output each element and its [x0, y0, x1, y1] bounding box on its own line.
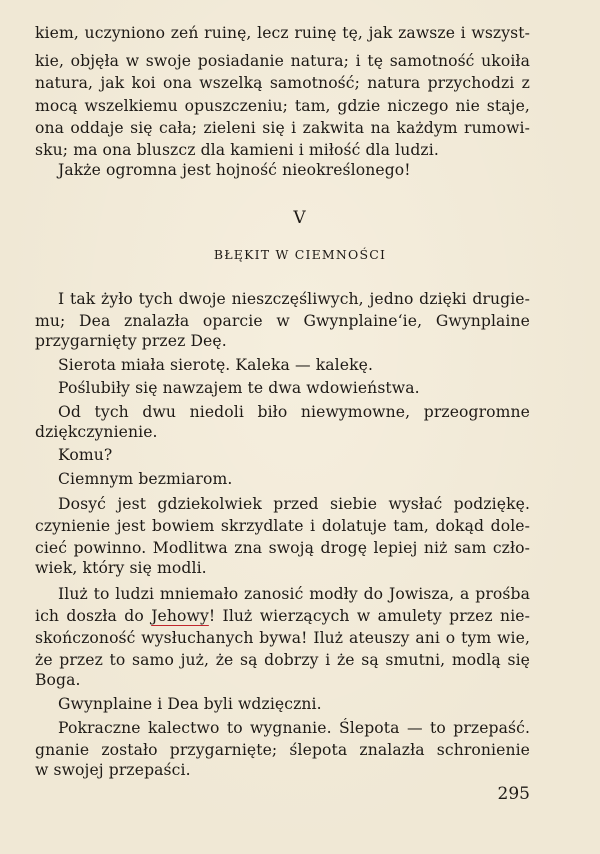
text-line: przygarnięty przez Deę. — [35, 332, 227, 350]
text-line: Gwynplaine i Dea byli wdzięczni. — [58, 695, 322, 713]
underlined-word: Jehowy — [151, 607, 209, 625]
text-line: Ciemnym bezmiarom. — [58, 470, 233, 488]
text-span: ! Iluż wierzących w amulety przez nie- — [208, 607, 530, 625]
text-line: Poślubiły się nawzajem te dwa wdowieństwa. — [58, 379, 420, 397]
text-line: I tak żyło tych dwoje nieszczęśliwych, jedno dzięki drugie- — [58, 290, 530, 308]
text-line: sku; ma ona bluszcz dla kamieni i miłość dla ludzi. — [35, 141, 439, 159]
text-line: kiem, uczyniono zeń ruinę, lecz ruinę tę, jak zawsze i wszyst- — [35, 24, 530, 42]
text-line: Komu? — [58, 446, 113, 464]
text-line: Dosyć jest gdziekolwiek przed siebie wysłać podziękę. — [58, 495, 530, 513]
text-line: Sierota miała sierotę. Kaleka — kalekę. — [58, 356, 374, 374]
chapter-number: V — [293, 208, 307, 228]
text-line: że przez to samo już, że są dobrzy i że są smutni, modlą się — [35, 651, 530, 669]
text-line: czynienie jest bowiem skrzydlate i dolatuje tam, dokąd dole- — [35, 517, 530, 535]
text-line: Jakże ogromna jest hojność nieokreślonego! — [58, 161, 411, 179]
text-line: kie, objęła w swoje posiadanie natura; i tę samotność ukoiła — [35, 52, 530, 70]
text-line: Pokraczne kalectwo to wygnanie. Ślepota — to przepaść. — [58, 719, 530, 737]
text-span: ich doszła do — [35, 607, 152, 625]
text-line — [35, 606, 530, 626]
page-number: 295 — [497, 784, 530, 804]
text-line: Iluż to ludzi mniemało zanosić modły do Jowisza, a prośba — [58, 585, 530, 603]
text-line: ona oddaje się cała; zieleni się i zakwita na każdym rumowi- — [35, 119, 530, 137]
chapter-title: BŁĘKIT W CIEMNOŚCI — [213, 247, 387, 262]
text-line: Boga. — [35, 671, 81, 689]
text-line: skończoność wysłuchanych bywa! Iluż ateuszy ani o tym wie, — [35, 629, 530, 647]
text-line: wiek, który się modli. — [35, 559, 207, 577]
text-line: w swojej przepaści. — [35, 761, 191, 779]
text-line: cieć powinno. Modlitwa zna swoją drogę lepiej niż sam czło- — [35, 539, 530, 557]
text-line: gnanie zostało przygarnięte; ślepota znalazła schronienie — [35, 741, 530, 759]
text-line: mocą wszelkiemu opuszczeniu; tam, gdzie niczego nie staje, — [35, 97, 530, 115]
text-line: natura, jak koi ona wszelką samotność; natura przychodzi z — [35, 74, 530, 92]
text-line: dziękczynienie. — [35, 423, 158, 441]
text-line: mu; Dea znalazła oparcie w Gwynplaine‘ie, Gwynplaine — [35, 312, 530, 330]
text-line: Od tych dwu niedoli biło niewymowne, przeogromne — [58, 403, 530, 421]
